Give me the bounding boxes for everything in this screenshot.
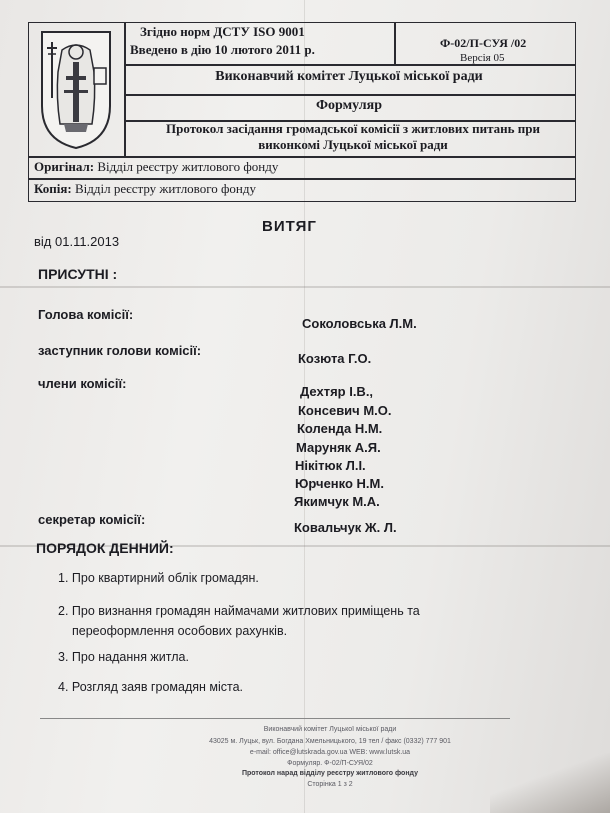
deputy-name: Козюта Г.О. — [298, 351, 372, 366]
member-name: Якимчук М.А. — [294, 494, 380, 509]
secretary-name: Ковальчук Ж. Л. — [294, 520, 397, 535]
agenda-text: Про квартирний облік громадян. — [71, 571, 259, 585]
present-heading: ПРИСУТНІ : — [38, 266, 118, 282]
footer-form-code: Формуляр. Ф-02/П-СУЯ/02 — [287, 760, 373, 767]
member-name: Юрченко Н.М. — [295, 476, 384, 491]
fold-line — [0, 286, 610, 288]
footer-contacts: e-mail: office@lutskrada.gov.ua WEB: www.lutsk.ua — [249, 749, 411, 756]
agenda-text: Про визнання громадян наймачами житлових приміщень та — [71, 604, 420, 618]
form-header — [28, 22, 588, 200]
members-label: члени комісії: — [38, 376, 127, 391]
agenda-heading: ПОРЯДОК ДЕННИЙ: — [36, 540, 174, 556]
city-coat-of-arms-icon — [38, 28, 114, 150]
footer-page-number: Сторінка 1 з 2 — [307, 781, 353, 788]
agenda-number: 3. — [58, 650, 69, 664]
footer-divider — [40, 718, 510, 719]
form-title: Формуляр — [315, 98, 382, 113]
document-title: ВИТЯГ — [262, 218, 317, 235]
deputy-label: заступник голови комісії: — [38, 343, 202, 358]
norm-text: Згідно норм ДСТУ ISO 9001 — [140, 24, 305, 39]
agenda-item — [58, 571, 259, 585]
agenda-item — [58, 650, 189, 664]
head-name: Соколовська Л.М. — [302, 316, 417, 331]
agenda-text: Про надання житла. — [71, 650, 189, 664]
page-shadow — [490, 753, 610, 813]
copy-value: Відділ реєстру житлового фонду — [75, 181, 256, 196]
original-value: Відділ реєстру житлового фонду — [97, 159, 279, 174]
agenda-item — [58, 680, 243, 694]
effective-date-text: Введено в дію 10 лютого 2011 р. — [130, 42, 315, 57]
copy-label: Копія: — [34, 181, 72, 196]
organization-title: Виконавчий комітет Луцької міської ради — [215, 69, 483, 84]
protocol-title: Протокол засідання громадської комісії з житлових питань при виконкомі Луцької міської ради — [166, 121, 540, 152]
footer-address: 43025 м. Луцьк, вул. Богдана Хмельницького, 19 тел / факс (0332) 777 901 — [209, 738, 451, 745]
original-label: Оригінал: — [34, 159, 95, 174]
agenda-number: 1. — [58, 571, 69, 585]
member-name: Маруняк А.Я. — [296, 440, 381, 455]
secretary-label: секретар комісії: — [38, 512, 146, 527]
document-date: від 01.11.2013 — [34, 234, 120, 249]
member-name: Консевич М.О. — [298, 403, 392, 418]
head-label: Голова комісії: — [38, 307, 134, 322]
copy-row — [34, 181, 256, 197]
form-code-text: Ф-02/П-СУЯ /02 — [440, 36, 527, 50]
footer-protocol: Протокол нарад відділу реєстру житлового фонду — [242, 770, 418, 777]
agenda-text: Розгляд заяв громадян міста. — [71, 680, 244, 694]
member-name: Нікітюк Л.І. — [295, 458, 366, 473]
original-row — [34, 159, 278, 175]
agenda-item — [58, 604, 420, 618]
agenda-text-continued: переоформлення особових рахунків. — [72, 624, 288, 638]
member-name: Дехтяр І.В., — [300, 384, 374, 399]
agenda-number: 4. — [58, 680, 69, 694]
agenda-number: 2. — [58, 604, 69, 618]
footer-org: Виконавчий комітет Луцької міської ради — [263, 726, 397, 733]
member-name: Коленда Н.М. — [297, 421, 383, 436]
version-text: Версія 05 — [460, 52, 505, 64]
